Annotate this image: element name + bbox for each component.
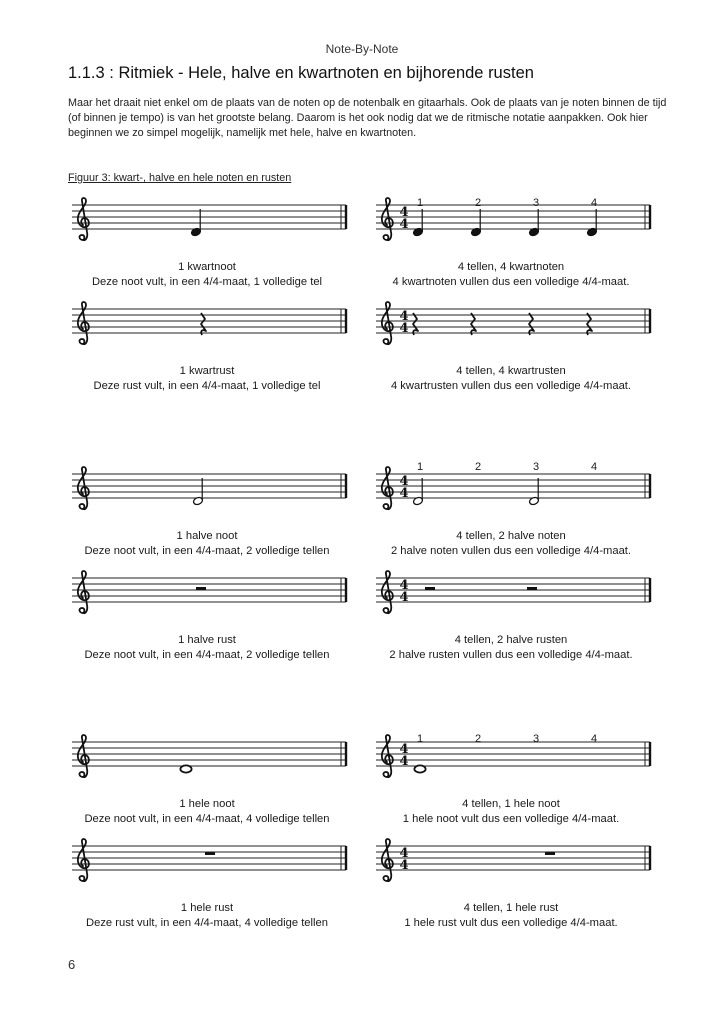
staff-label — [372, 633, 650, 663]
staff-label-title: 1 kwartrust — [179, 365, 235, 377]
time-signature-bottom: 4 — [399, 590, 409, 605]
beat-number: 1 — [417, 197, 424, 209]
beat-number: 1 — [417, 461, 424, 473]
staff-quarter-note-single — [68, 197, 352, 247]
time-signature-top: 4 — [399, 205, 409, 220]
quarter-rest-icon — [529, 313, 534, 335]
staff-label-description: Deze noot vult, in een 4/4-maat, 4 volledige tellen — [84, 813, 330, 825]
treble-clef-icon — [78, 198, 89, 240]
staff-label — [68, 901, 346, 931]
staff-whole-rest-measure — [372, 838, 656, 888]
staff-label-description: Deze noot vult, in een 4/4-maat, 2 volledige tellen — [84, 545, 330, 557]
staff-label-description: Deze noot vult, in een 4/4-maat, 2 volledige tellen — [84, 649, 330, 661]
treble-clef-icon — [382, 467, 393, 509]
staff-label-description: 1 hele noot vult dus een volledige 4/4-maat. — [402, 813, 620, 825]
staff-label — [68, 797, 346, 827]
beat-number: 3 — [533, 461, 540, 473]
staff-whole-note-measure — [372, 734, 656, 784]
staff-label — [68, 633, 346, 663]
staff-label — [68, 529, 346, 559]
time-signature-bottom: 4 — [399, 486, 409, 501]
treble-clef-icon — [78, 467, 89, 509]
staff-label-title: 1 halve rust — [178, 634, 236, 646]
staff-label — [372, 797, 650, 827]
quarter-rest-icon — [201, 313, 206, 335]
time-signature-bottom: 4 — [399, 858, 409, 873]
staff-label — [372, 529, 650, 559]
beat-number: 4 — [591, 733, 598, 745]
treble-clef-icon — [382, 839, 393, 881]
beat-number: 2 — [475, 733, 482, 745]
half-rest-icon — [196, 587, 206, 590]
treble-clef-icon — [382, 302, 393, 344]
beat-number: 2 — [475, 197, 482, 209]
beat-number: 2 — [475, 461, 482, 473]
intro-paragraph: Maar het draait niet enkel om de plaats van de noten op de notenbalk en gitaarhals. Ook de plaats van je noten binnen de tijd (of binnen je tempo) is van het grootste belang. Daarom is het ook nodig dat we de ritmische notatie aanpakken. Ook hier beginnen we zo simpel mogelijk, namelijk met hele, halve en kwartnoten. — [68, 97, 667, 139]
staff-label-description: 4 kwartnoten vullen dus een volledige 4/4-maat. — [392, 276, 630, 288]
treble-clef-icon — [382, 735, 393, 777]
staff-label-title: 1 halve noot — [176, 530, 238, 542]
staff-label-title: 4 tellen, 2 halve noten — [456, 530, 566, 542]
time-signature-top: 4 — [399, 309, 409, 324]
treble-clef-icon — [78, 571, 89, 613]
whole-rest-icon — [205, 852, 215, 855]
staff-label-description: 2 halve rusten vullen dus een volledige 4/4-maat. — [389, 649, 633, 661]
staff-label — [372, 260, 650, 290]
half-rest-icon — [425, 587, 435, 590]
time-signature-top: 4 — [399, 742, 409, 757]
staff-label — [372, 901, 650, 931]
treble-clef-icon — [78, 302, 89, 344]
quarter-rest-icon — [471, 313, 476, 335]
time-signature-bottom: 4 — [399, 754, 409, 769]
staff-label — [68, 364, 346, 394]
half-rest-icon — [527, 587, 537, 590]
beat-number: 4 — [591, 461, 598, 473]
staff-half-note-measure — [372, 466, 656, 516]
staff-label-description: Deze noot vult, in een 4/4-maat, 1 volledige tel — [91, 276, 323, 288]
staff-label-title: 1 hele noot — [179, 798, 235, 810]
time-signature-top: 4 — [399, 578, 409, 593]
staff-quarter-note-measure — [372, 197, 656, 247]
staff-label-title: 1 kwartnoot — [178, 261, 236, 273]
staff-label-description: Deze rust vult, in een 4/4-maat, 1 volledige tel — [93, 380, 321, 392]
staff-half-rest-single — [68, 570, 352, 620]
section-title: 1.1.3 : Ritmiek - Hele, halve en kwartnoten en bijhorende rusten — [68, 64, 534, 82]
beat-number: 1 — [417, 733, 424, 745]
staff-quarter-rest-measure — [372, 301, 656, 351]
beat-number: 3 — [533, 197, 540, 209]
staff-label-title: 4 tellen, 4 kwartnoten — [457, 261, 565, 273]
time-signature-bottom: 4 — [399, 217, 409, 232]
staff-whole-note-single — [68, 734, 352, 784]
page-number: 6 — [68, 957, 76, 972]
whole-rest-icon — [545, 852, 555, 855]
quarter-rest-icon — [413, 313, 418, 335]
staff-quarter-rest-single — [68, 301, 352, 351]
beat-number: 3 — [533, 733, 540, 745]
quarter-rest-icon — [587, 313, 592, 335]
staff-half-rest-measure — [372, 570, 656, 620]
staff-label-title: 1 hele rust — [180, 902, 234, 914]
staff-label-description: Deze rust vult, in een 4/4-maat, 4 volledige tellen — [86, 917, 328, 929]
staff-label-title: 4 tellen, 1 hele noot — [462, 798, 560, 810]
staff-label — [68, 260, 346, 290]
staff-label-description: 4 kwartrusten vullen dus een volledige 4/4-maat. — [390, 380, 632, 392]
staff-half-note-single — [68, 466, 352, 516]
treble-clef-icon — [382, 571, 393, 613]
staff-label-title: 4 tellen, 2 halve rusten — [454, 634, 568, 646]
staff-label-title: 4 tellen, 4 kwartrusten — [456, 365, 566, 377]
time-signature-top: 4 — [399, 846, 409, 861]
beat-number: 4 — [591, 197, 598, 209]
whole-note-icon — [180, 765, 191, 772]
figure-caption: Figuur 3: kwart-, halve en hele noten en rusten — [68, 172, 292, 184]
staff-label-description: 2 halve noten vullen dus een volledige 4/4-maat. — [390, 545, 632, 557]
time-signature-top: 4 — [399, 474, 409, 489]
treble-clef-icon — [382, 198, 393, 240]
treble-clef-icon — [78, 735, 89, 777]
staff-label-title: 4 tellen, 1 hele rust — [463, 902, 559, 914]
staff-whole-rest-single — [68, 838, 352, 888]
whole-note-icon — [414, 765, 425, 772]
staff-label-description: 1 hele rust vult dus een volledige 4/4-maat. — [404, 917, 618, 929]
staff-label — [372, 364, 650, 394]
treble-clef-icon — [78, 839, 89, 881]
running-header: Note-By-Note — [325, 42, 399, 56]
time-signature-bottom: 4 — [399, 321, 409, 336]
